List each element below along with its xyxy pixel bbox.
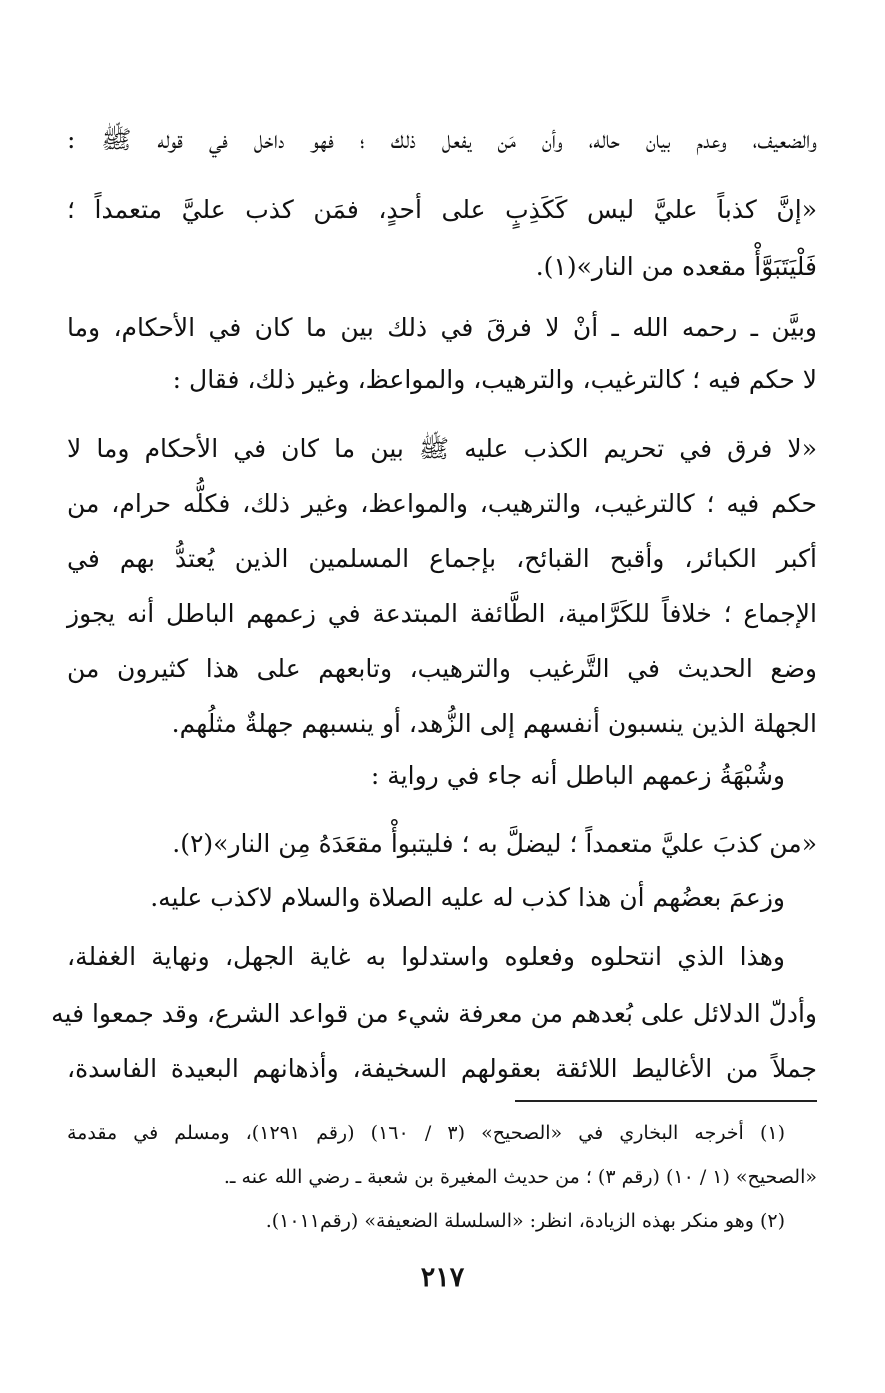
body-line: «إنَّ كذباً عليَّ ليس كَكَذِبٍ على أحدٍ، فمَن كذب عليَّ متعمداً ؛: [67, 195, 817, 224]
body-line: فَلْيَتَبَوَّأْ مقعده من النار»(١).: [535, 252, 817, 281]
body-line: حكم فيه ؛ كالترغيب، والترهيب، والمواعظ، وغير ذلك، فكلُّه حرام، من: [67, 489, 817, 518]
body-line: وزعمَ بعضُهم أن هذا كذب له عليه الصلاة والسلام لاكذب عليه.: [150, 883, 785, 912]
body-line: أكبر الكبائر، وأقبح القبائح، بإجماع المسلمين الذين يُعتدُّ بهم في: [67, 544, 817, 573]
body-line: لا حكم فيه ؛ كالترغيب، والترهيب، والمواعظ، وغير ذلك، فقال :: [172, 365, 817, 394]
body-line: الجهلة الذين ينسبون أنفسهم إلى الزُّهد، أو ينسبهم جهلةٌ مثلُهم.: [171, 709, 817, 738]
body-line: وبيَّن ـ رحمه الله ـ أنْ لا فرقَ في ذلك بين ما كان في الأحكام، وما: [67, 313, 817, 342]
footnote-line: (٢) وهو منكر بهذه الزيادة، انظر: «السلسلة الضعيفة» (رقم١٠١١).: [265, 1210, 785, 1232]
footnote-line: «الصحيح» (١ / ١٠) (رقم ٣) ؛ من حديث المغيرة بن شعبة ـ رضي الله عنه ـ.: [223, 1166, 817, 1188]
body-line: والضعيف، وعدم بيان حاله، وأن مَن يفعل ذلك ؛ فهو داخل في قوله ﷺ :: [67, 125, 817, 154]
body-line: جملاً من الأغاليط اللائقة بعقولهم السخيفة، وأذهانهم البعيدة الفاسدة،: [67, 1054, 817, 1083]
body-line: الإجماع ؛ خلافاً للكَرَّامية، الطَّائفة المبتدعة في زعمهم الباطل أنه يجوز: [67, 599, 817, 628]
body-line: وشُبْهَةُ زعمهم الباطل أنه جاء في رواية :: [370, 761, 785, 790]
body-line: وأدلّ الدلائل على بُعدهم من معرفة شيء من قواعد الشرع، وقد جمعوا فيه: [51, 999, 817, 1028]
body-line: وضع الحديث في التَّرغيب والترهيب، وتابعهم على هذا كثيرون من: [67, 654, 817, 683]
footnote-separator: [515, 1100, 817, 1102]
body-line: وهذا الذي انتحلوه وفعلوه واستدلوا به غاية الجهل، ونهاية الغفلة،: [67, 942, 785, 971]
body-line: «من كذبَ عليَّ متعمداً ؛ ليضلَّ به ؛ فليتبوأْ مقعَدَهُ مِن النار»(٢).: [172, 829, 817, 858]
footnote-line: (١) أخرجه البخاري في «الصحيح» (٣ / ١٦٠) (رقم ١٢٩١)، ومسلم في مقدمة: [67, 1122, 786, 1144]
page-number: ٢١٧: [420, 1262, 465, 1293]
body-line: «لا فرق في تحريم الكذب عليه ﷺ بين ما كان في الأحكام وما لا: [67, 434, 817, 463]
